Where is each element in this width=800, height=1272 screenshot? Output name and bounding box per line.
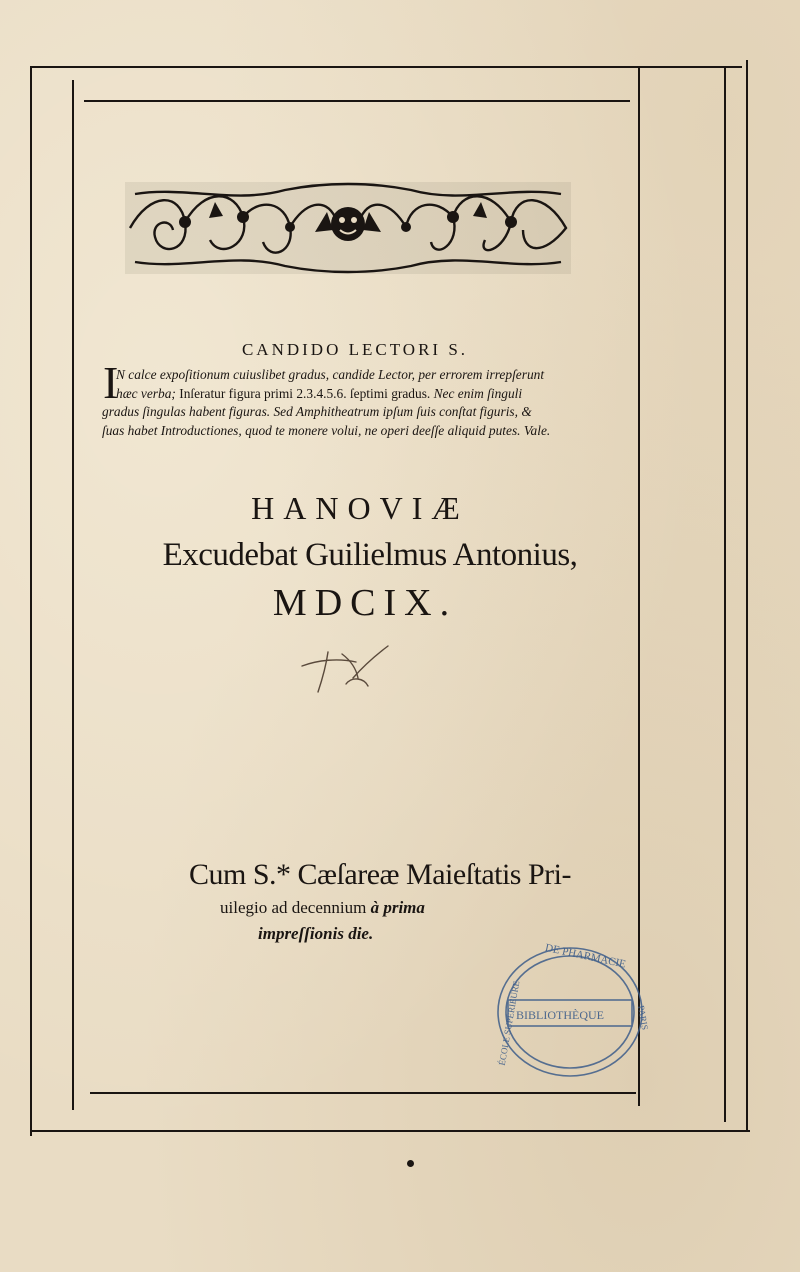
frame-outer-right bbox=[724, 66, 726, 1122]
stamp-left-text: ÉCOLE SUPÉRIEURE bbox=[496, 980, 522, 1067]
frame-inner-top bbox=[84, 100, 630, 102]
imprint-year: MDCIX. bbox=[272, 582, 458, 624]
stamp-top-text: DE PHARMACIE bbox=[543, 941, 627, 971]
note-line-2-roman: Inſeratur figura primi 2.3.4.5.6. ſeptimi gradus. bbox=[179, 385, 431, 401]
frame-far-right bbox=[746, 60, 748, 1130]
privilege-line-2-italic: à prima bbox=[370, 898, 425, 917]
note-line-1: N calce expoſitionum cuiuslibet gradus, candide Lector, per errorem irrepſerunt bbox=[116, 367, 545, 382]
imprint-printer: Excudebat Guilielmus Antonius, bbox=[162, 537, 578, 573]
ornamental-headpiece bbox=[125, 182, 571, 274]
note-line-4: ſuas habet Introductiones, quod te monere volui, ne operi deeſſe aliquid putes. Vale. bbox=[102, 422, 551, 438]
privilege-line-1: Cum S.* Cæſareæ Maieſtatis Pri- bbox=[189, 858, 571, 891]
stamp-center-text: BIBLIOTHÈQUE bbox=[516, 1008, 604, 1022]
frame-outer-bottom bbox=[30, 1130, 750, 1132]
reader-note bbox=[102, 366, 602, 440]
frame-outer-top bbox=[30, 66, 742, 68]
privilege-line-2-roman: uilegio ad decennium bbox=[220, 898, 367, 917]
frame-outer-left bbox=[30, 66, 32, 1136]
frame-inner-left bbox=[72, 80, 74, 1110]
library-stamp bbox=[492, 940, 652, 1080]
manuscript-mark bbox=[298, 640, 398, 695]
ink-dot bbox=[407, 1160, 414, 1167]
imprint-city: HANOVIÆ bbox=[251, 490, 469, 526]
note-line-3: gradus ſingulas habent figuras. Sed Amphitheatrum ipſum ſuis conſtat figuris, & bbox=[102, 404, 532, 419]
note-line-2-italic-end: Nec enim ſinguli bbox=[433, 385, 523, 401]
drop-capital: I bbox=[103, 357, 119, 408]
note-line-2-italic: hæc verba; bbox=[116, 385, 176, 401]
frame-inner-bottom bbox=[90, 1092, 636, 1094]
stamp-right-text: PARIS bbox=[636, 1004, 651, 1031]
page-heading: CANDIDO LECTORI S. bbox=[241, 340, 469, 359]
note-line-2 bbox=[116, 385, 602, 404]
privilege-line-3: impreſſionis die. bbox=[258, 924, 374, 943]
privilege-line-2 bbox=[220, 898, 560, 918]
